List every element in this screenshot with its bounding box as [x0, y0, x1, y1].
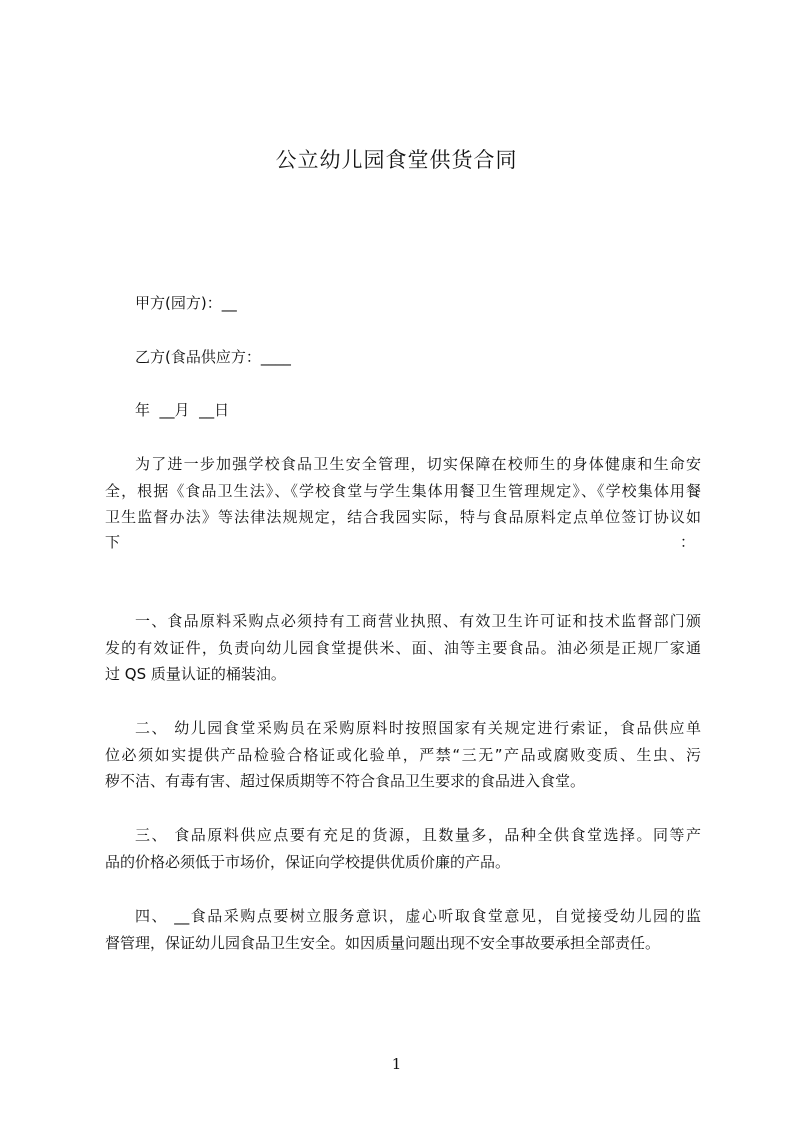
clause-4-line-1: 四、 __食品采购点要树立服务意识，虚心听取食堂意见，自觉接受幼儿园的监 [135, 907, 701, 925]
clause-2-line-2: 位必须如实提供产品检验合格证或化验单，严禁“三无”产品或腐败变质、生虫、污 [105, 745, 701, 764]
intro-line-2: 全，根据《食品卫生法》、《学校食堂与学生集体用餐卫生管理规定》、《学校集体用餐 [105, 481, 701, 500]
clause-4-line-2: 督管理，保证幼儿园食品卫生安全。如因质量问题出现不安全事故要承担全部责任。 [105, 933, 661, 952]
party-b-line: 乙方(食品供应方：____ [135, 348, 291, 366]
intro-last-line [105, 531, 695, 552]
clause-1 [105, 608, 701, 688]
intro-last-end: ： [679, 533, 695, 551]
clause-2 [105, 715, 701, 795]
intro-last-start: 下 [105, 533, 121, 551]
clause-4 [105, 903, 701, 956]
clause-1-line-3: 过 QS 质量认证的桶装油。 [105, 665, 286, 683]
clause-2-line-1: 二、 幼儿园食堂采购员在采购原料时按照国家有关规定进行索证，食品供应单 [135, 719, 701, 737]
intro-line-1: 为了进一步加强学校食品卫生安全管理，切实保障在校师生的身体健康和生命安 [135, 455, 701, 473]
clause-3-line-2: 品的价格必须低于市场价，保证向学校提供优质价廉的产品。 [105, 852, 511, 871]
clause-2-line-3: 秽不洁、有毒有害、超过保质期等不符合食品卫生要求的食品进入食堂。 [105, 772, 586, 790]
page-number: 1 [391, 1055, 402, 1073]
date-line: 年 __月 __日 [135, 401, 230, 419]
document-title: 公立幼儿园食堂供货合同 [275, 148, 518, 172]
intro-line-3: 卫生监督办法》等法律法规规定，结合我园实际，特与食品原料定点单位签订协议如 [105, 508, 701, 526]
clause-3-line-1: 三、 食品原料供应点要有充足的货源，且数量多，品种全供食堂选择。同等产 [135, 826, 701, 844]
clause-1-line-2: 发的有效证件，负责向幼儿园食堂提供米、面、油等主要食品。油必须是正规厂家通 [105, 638, 701, 657]
party-a-line: 甲方(园方)：__ [135, 294, 237, 312]
clause-1-line-1: 一、食品原料采购点必须持有工商营业执照、有效卫生许可证和技术监督部门颁 [135, 612, 701, 630]
intro-paragraph [105, 451, 701, 531]
clause-3 [105, 822, 701, 875]
